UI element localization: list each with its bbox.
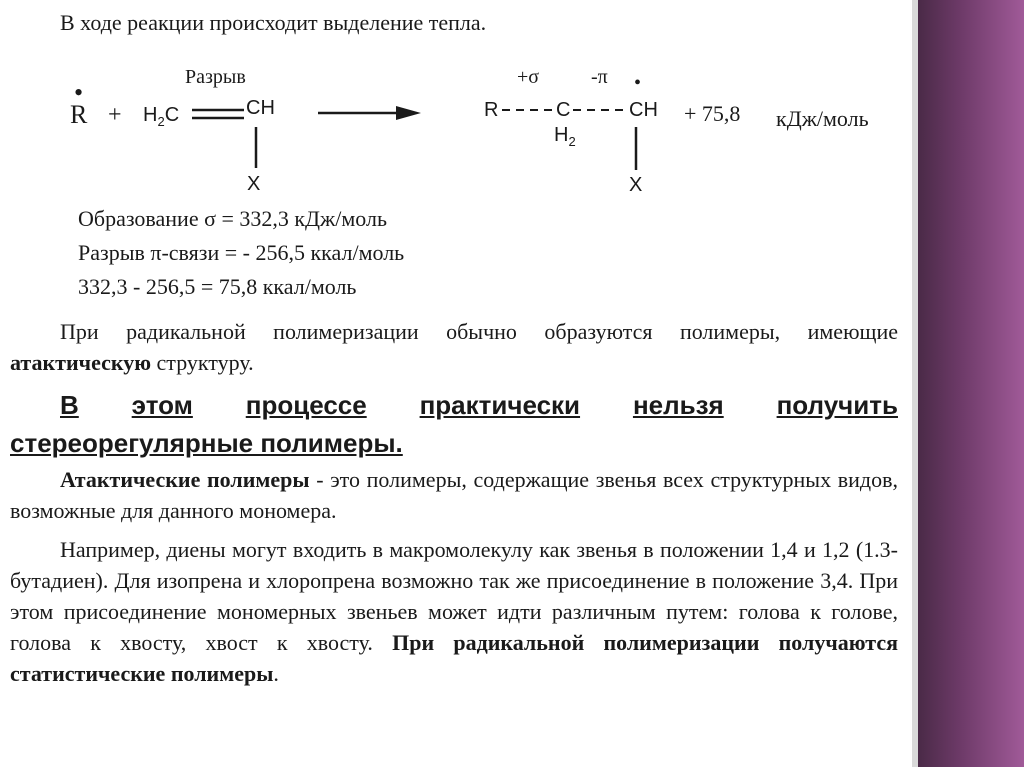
x-right: X [629,174,643,196]
paragraph-atactic: При радикальной полимеризации обычно образуются полимеры, имеющие атактическую структуру. [10,319,898,375]
product-c: C [556,99,571,121]
decorative-sidebar [918,0,1024,767]
highlight-statement [10,386,898,462]
calc-line-2: Разрыв π-связи = - 256,5 ккал/моль [78,240,405,265]
reaction-arrow-head [396,106,421,120]
ch-left: CH [246,97,275,119]
plus-sigma-label: +σ [517,66,540,88]
minus-pi-label: -π [591,66,608,88]
intro-text: В ходе реакции происходит выделение тепла. [60,10,487,35]
reaction-bonds [0,0,918,220]
product-r: R [484,99,499,121]
plus-sign: + [108,102,122,128]
heat-unit: кДж/моль [776,106,869,131]
calc-line-1: Образование σ = 332,3 кДж/моль [78,206,387,231]
highlight-line-1: В этом процессе практически нельзя получить [60,390,898,420]
x-left: X [247,173,261,195]
calc-line-3: 332,3 - 256,5 = 75,8 ккал/моль [78,274,357,299]
h2c-group: $H_2C$ [143,104,180,129]
heat-value: + 75,8 [684,101,741,126]
paragraph-dienes: Например, диены могут входить в макромолекулу как звенья в положении 1,4 и 1,2 (1.3-бутадиен). Для изопрена и хлоропрена возможно так же присоединение в положение 3,4. При этом присоединение мономерных звеньев может идти различным путем: голова к голове, голова к хвосту, хвост к хвосту. При радикальной полимеризации получаются статистические полимеры. [10,537,898,686]
break-label: Разрыв [185,66,246,88]
radical-dot-left: • [74,78,84,107]
paragraph-definition: Атактические полимеры - это полимеры, содержащие звенья всех структурных видов, возможные для данного мономера. [10,467,898,523]
product-h2: $H_2$ [554,124,576,149]
highlight-line-2: стереорегулярные полимеры. [10,428,403,458]
radical-dot-right: • [634,72,642,94]
ch-right: CH [629,99,658,121]
reactant-r: R [70,100,88,129]
